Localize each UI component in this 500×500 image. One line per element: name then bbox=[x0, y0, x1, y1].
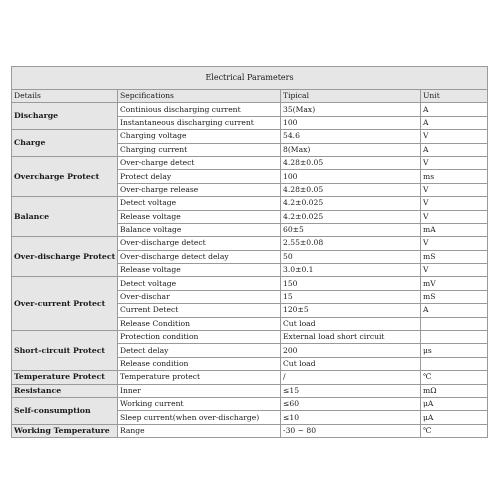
category-cell: Working Temperature bbox=[12, 424, 118, 437]
unit-cell: V bbox=[421, 237, 488, 250]
category-cell: Temperature Protect bbox=[12, 371, 118, 384]
table-title-row bbox=[12, 67, 488, 90]
table-row bbox=[12, 237, 488, 250]
table-row bbox=[12, 130, 488, 143]
spec-cell: Release voltage bbox=[118, 210, 281, 223]
value-cell: 4.28±0.05 bbox=[281, 183, 421, 196]
unit-cell: ℃ bbox=[421, 424, 488, 437]
spec-cell: Over-charge detect bbox=[118, 156, 281, 169]
spec-cell: Detect voltage bbox=[118, 197, 281, 210]
unit-cell: A bbox=[421, 304, 488, 317]
unit-cell: A bbox=[421, 116, 488, 129]
header-row bbox=[12, 90, 488, 103]
electrical-parameters-sheet bbox=[11, 66, 487, 434]
value-cell: 54.6 bbox=[281, 130, 421, 143]
category-cell: Over-current Protect bbox=[12, 277, 118, 331]
spec-cell: Charging voltage bbox=[118, 130, 281, 143]
header-typical: Tipical bbox=[281, 90, 421, 103]
value-cell: 60±5 bbox=[281, 223, 421, 236]
table-row bbox=[12, 277, 488, 290]
unit-cell: mV bbox=[421, 277, 488, 290]
spec-cell: Detect delay bbox=[118, 344, 281, 357]
category-cell: Balance bbox=[12, 197, 118, 237]
value-cell: 4.28±0.05 bbox=[281, 156, 421, 169]
value-cell: 2.55±0.08 bbox=[281, 237, 421, 250]
value-cell: 8(Max) bbox=[281, 143, 421, 156]
unit-cell bbox=[421, 331, 488, 344]
value-cell: 150 bbox=[281, 277, 421, 290]
spec-cell: Over-dischar bbox=[118, 290, 281, 303]
value-cell: 4.2±0.025 bbox=[281, 197, 421, 210]
value-cell: 4.2±0.025 bbox=[281, 210, 421, 223]
spec-cell: Over-charge release bbox=[118, 183, 281, 196]
value-cell: 50 bbox=[281, 250, 421, 263]
value-cell: ≤15 bbox=[281, 384, 421, 397]
unit-cell: mA bbox=[421, 223, 488, 236]
unit-cell: V bbox=[421, 183, 488, 196]
value-cell: 200 bbox=[281, 344, 421, 357]
value-cell: Cut load bbox=[281, 317, 421, 330]
spec-cell: Inner bbox=[118, 384, 281, 397]
spec-cell: Range bbox=[118, 424, 281, 437]
value-cell: / bbox=[281, 371, 421, 384]
value-cell: Cut load bbox=[281, 357, 421, 370]
table-row bbox=[12, 397, 488, 410]
unit-cell: μA bbox=[421, 411, 488, 424]
unit-cell bbox=[421, 317, 488, 330]
spec-cell: Charging current bbox=[118, 143, 281, 156]
value-cell: 35(Max) bbox=[281, 103, 421, 116]
header-unit: Unit bbox=[421, 90, 488, 103]
spec-cell: Instantaneous discharging current bbox=[118, 116, 281, 129]
spec-cell: Protection condition bbox=[118, 331, 281, 344]
table-row bbox=[12, 331, 488, 344]
value-cell: 100 bbox=[281, 170, 421, 183]
spec-cell: Over-discharge detect bbox=[118, 237, 281, 250]
value-cell: ≤60 bbox=[281, 397, 421, 410]
unit-cell: mΩ bbox=[421, 384, 488, 397]
unit-cell: V bbox=[421, 156, 488, 169]
unit-cell bbox=[421, 357, 488, 370]
category-cell: Self-consumption bbox=[12, 397, 118, 424]
spec-cell: Temperature protect bbox=[118, 371, 281, 384]
category-cell: Charge bbox=[12, 130, 118, 157]
unit-cell: mS bbox=[421, 290, 488, 303]
value-cell: External load short circuit bbox=[281, 331, 421, 344]
spec-cell: Detect voltage bbox=[118, 277, 281, 290]
category-cell: Resistance bbox=[12, 384, 118, 397]
value-cell: -30 ~ 80 bbox=[281, 424, 421, 437]
header-specifications: Sepcifications bbox=[118, 90, 281, 103]
spec-cell: Current Detect bbox=[118, 304, 281, 317]
table-row bbox=[12, 371, 488, 384]
unit-cell: V bbox=[421, 210, 488, 223]
value-cell: 15 bbox=[281, 290, 421, 303]
table-row bbox=[12, 424, 488, 437]
unit-cell: μs bbox=[421, 344, 488, 357]
unit-cell: V bbox=[421, 264, 488, 277]
value-cell: ≤10 bbox=[281, 411, 421, 424]
parameters-table bbox=[11, 66, 488, 438]
table-row bbox=[12, 197, 488, 210]
table-row bbox=[12, 384, 488, 397]
spec-cell: Over-discharge detect delay bbox=[118, 250, 281, 263]
value-cell: 120±5 bbox=[281, 304, 421, 317]
unit-cell: mS bbox=[421, 250, 488, 263]
category-cell: Short-circuit Protect bbox=[12, 331, 118, 371]
spec-cell: Protect delay bbox=[118, 170, 281, 183]
unit-cell: V bbox=[421, 197, 488, 210]
category-cell: Over-discharge Protect bbox=[12, 237, 118, 277]
spec-cell: Working current bbox=[118, 397, 281, 410]
spec-cell: Continious discharging current bbox=[118, 103, 281, 116]
unit-cell: A bbox=[421, 103, 488, 116]
spec-cell: Release voltage bbox=[118, 264, 281, 277]
table-row bbox=[12, 156, 488, 169]
category-cell: Discharge bbox=[12, 103, 118, 130]
spec-cell: Balance voltage bbox=[118, 223, 281, 236]
unit-cell: ms bbox=[421, 170, 488, 183]
category-cell: Overcharge Protect bbox=[12, 156, 118, 196]
value-cell: 100 bbox=[281, 116, 421, 129]
spec-cell: Sleep current(when over-discharge) bbox=[118, 411, 281, 424]
value-cell: 3.0±0.1 bbox=[281, 264, 421, 277]
table-title: Electrical Parameters bbox=[12, 67, 488, 90]
unit-cell: μA bbox=[421, 397, 488, 410]
header-details: Details bbox=[12, 90, 118, 103]
unit-cell: A bbox=[421, 143, 488, 156]
spec-cell: Release condition bbox=[118, 357, 281, 370]
table-row bbox=[12, 103, 488, 116]
unit-cell: V bbox=[421, 130, 488, 143]
unit-cell: ℃ bbox=[421, 371, 488, 384]
spec-cell: Release Condition bbox=[118, 317, 281, 330]
